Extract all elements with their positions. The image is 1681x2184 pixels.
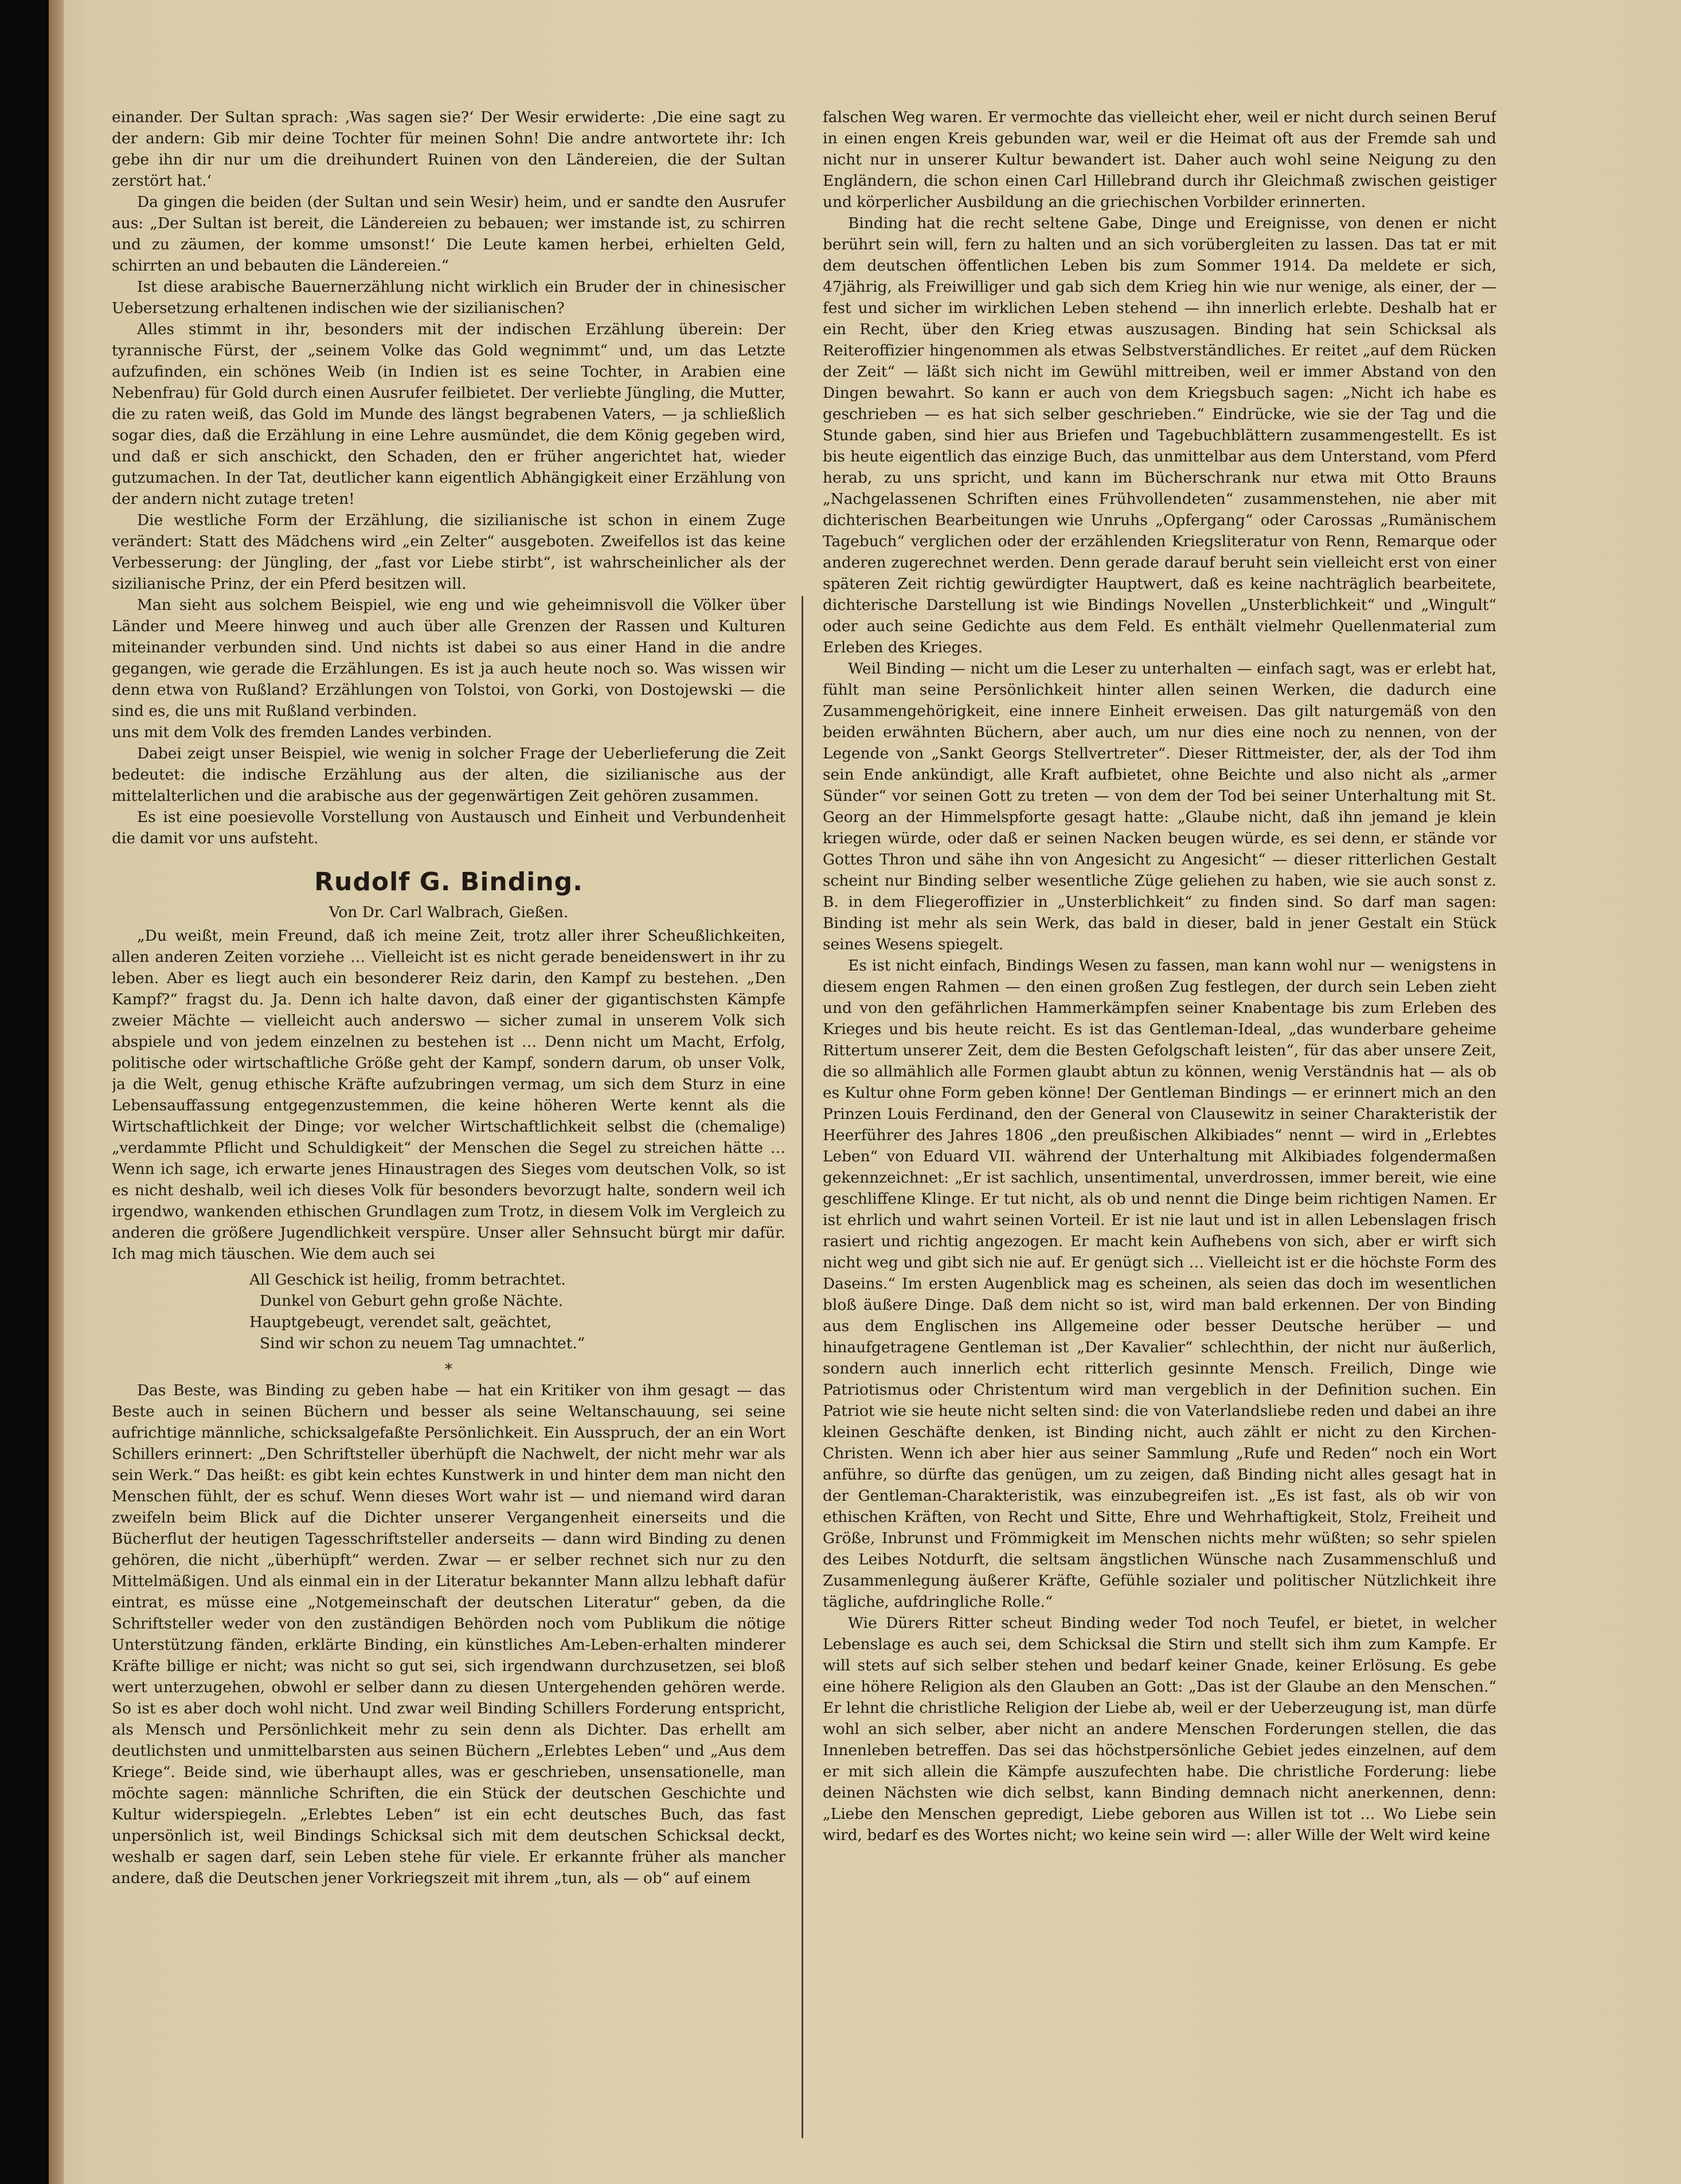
poem-line: All Geschick ist heilig, fromm betrachtet. [249, 1271, 566, 1289]
paragraph: falschen Weg waren. Er vermochte das vielleicht eher, weil er nicht durch seinen Beruf in einen engen Kreis gebunden war, weil er die Heimat oft aus der Fremde sah und nicht nur in unserer Kultur bewandert ist. Daher auch wohl seine Neigung zu den Engländern, die schon einen Carl Hillebrand durch ihr Gleichmaß zwischen geistiger und körperlicher Ausbildung an die griechischen Vorbilder erinnerten. [823, 108, 1496, 211]
newspaper-page [49, 0, 1681, 2184]
paragraph: Die westliche Form der Erzählung, die sizilianische ist schon in einem Zuge verändert: Statt des Mädchens wird „ein Zelter“ ausgeboten. Zweifellos ist das keine Verbesserung: der Jüngling, der „fast vor Liebe stirbt“, ist wahrscheinlicher als der sizilianische Prinz, der ein Pferd besitzen will. [112, 511, 785, 593]
paragraph: Es ist nicht einfach, Bindings Wesen zu fassen, man kann wohl nur — wenigstens in diesem engen Rahmen — den einen großen Zug festlegen, der durch sein Leben zieht und von den gefährlichen Hammerkämpfen seiner Knabentage bis zum Erleben des Krieges und bis heute reicht. Es ist das Gentleman-Ideal, „das wunderbare geheime Rittertum unserer Zeit, dem die Besten Gefolgschaft leisten“, für das aber unsere Zeit, die so allmählich alle Formen glaubt abtun zu können, wenig Verständnis hat — als ob es Kultur ohne Form geben könne! Der Gentleman Bindings — er erinnert mich an den Prinzen Louis Ferdinand, den der General von Clausewitz in seiner Charakteristik der Heerführer des Jahres 1806 „den preußischen Alkibiades“ nennt — wird in „Erlebtes Leben“ von Eduard VII. während der Unterhaltung mit Alkibiades folgendermaßen gekennzeichnet: „Er ist sachlich, unsentimental, unverdrossen, immer bereit, wie eine geschliffene Klinge. Er tut nicht, als ob und nennt die Dinge beim richtigen Namen. Er ist ehrlich und wahrt seinen Vorteil. Er ist nie laut und ist in allen Lebenslagen frisch rasiert und richtig angezogen. Er macht kein Aufhebens von sich, aber er wirft sich nicht weg und gibt sich nie auf. Er genügt sich … Vielleicht ist er die höchste Form des Daseins.“ Im ersten Augenblick mag es scheinen, als seien das doch im wesentlichen bloß äußere Dinge. Daß dem nicht so ist, wird man bald erkennen. Der von Binding aus dem Englischen ins Allgemeine oder besser Deutsche herüber — und hinaufgetragene Gentleman ist „Der Kavalier“ schlechthin, der nicht nur äußerlich, sondern auch innerlich echt ritterlich gesinnte Mensch. Freilich, Dinge wie Patriotismus oder Christentum wird man vergeblich in der Definition suchen. Ein Patriot wie sie heute nicht selten sind: die von Vaterlandsliebe reden und dabei an ihre kleinen Geschäfte denken, ist Binding nicht, auch zählt er nicht zu den Kirchen-Christen. Wenn ich aber hier aus seiner Sammlung „Rufe und Reden“ noch ein Wort anführe, so dürfte das genügen, um zu zeigen, daß Binding nicht alles gesagt hat in der Gentleman-Charakteristik, was einzubegreifen ist. „Es ist fast, als ob wir von ethischen Kräften, von Recht und Sitte, Ehre und Wehrhaftigkeit, Stolz, Freiheit und Größe, Inbrunst und Frömmigkeit im Menschen nichts mehr wüßten; so sehr spielen des Leibes Notdurft, die seltsam ängstlichen Wünsche nach Zusammenschluß und Zusammenlegung äußerer Kräfte, Gefühle sozialer und politischer Nützlichkeit ihre tägliche, aufdringliche Rolle.“ [823, 957, 1496, 1611]
poem-line: Sind wir schon zu neuem Tag umnachtet.“ [260, 1334, 585, 1352]
paragraph: Das Beste, was Binding zu geben habe — hat ein Kritiker von ihm gesagt — das Beste auch in seinen Büchern und besser als seine Weltanschauung, sei seine aufrichtige männliche, schicksalgefaßte Persönlichkeit. Ein Ausspruch, der an ein Wort Schillers erinnert: „Den Schriftsteller überhüpft die Nachwelt, der nicht mehr war als sein Werk.“ Das heißt: es gibt kein echtes Kunstwerk in und hinter dem man nicht den Menschen fühlt, der es schuf. Wenn dieses Wort wahr ist — und niemand wird daran zweifeln beim Blick auf die Dichter unserer Vergangenheit einerseits und die Bücherflut der heutigen Tagesschriftsteller anderseits — dann wird Binding zu denen gehören, die nicht „überhüpft“ werden. Zwar — er selber rechnet sich nur zu den Mittelmäßigen. Und als einmal ein in der Literatur bekannter Mann allzu lebhaft dafür eintrat, es müsse eine „Notgemeinschaft der deutschen Literatur“ geben, da die Schriftsteller weder von den zuständigen Behörden noch vom Publikum die nötige Unterstützung fänden, erklärte Binding, ein künstliches Am-Leben-erhalten minderer Kräfte billige er nicht; was nicht so gut sei, sich irgendwann durchzusetzen, sei bloß wert unterzugehen, obwohl er selber dann zu diesen Untergehenden gehören werde. So ist es aber doch wohl nicht. Und zwar weil Binding Schillers Forderung entspricht, als Mensch und Persönlichkeit mehr zu sein denn als Dichter. Das erhellt am deutlichsten und unmittelbarsten aus seinen Büchern „Erlebtes Leben“ und „Aus dem Kriege“. Beide sind, wie überhaupt alles, was er geschrieben, unsensationelle, man möchte sagen: männliche Schriften, die ein Stück der deutschen Geschichte und Kultur widerspiegeln. „Erlebtes Leben“ ist ein echt deutsches Buch, das fast unpersönlich ist, weil Bindings Schicksal sich mit dem deutschen Schicksal deckt, weshalb er sagen darf, sein Leben stehe für viele. Er erkannte früher als mancher andere, daß die Deutschen jener Vorkriegszeit mit ihrem „tun, als — ob“ auf einem [112, 1381, 785, 1887]
page-binding-edge [49, 0, 64, 2184]
paragraph: uns mit dem Volk des fremden Landes verbinden. [112, 723, 492, 741]
paragraph: Es ist eine poesievolle Vorstellung von Austausch und Einheit und Verbundenheit die damit vor uns aufsteht. [112, 808, 785, 847]
poem-line: Hauptgebeugt, verendet salt, geächtet, [249, 1313, 552, 1331]
article-title: Rudolf G. Binding. [314, 867, 583, 897]
paragraph: Alles stimmt in ihr, besonders mit der indischen Erzählung überein: Der tyrannische Fürst, der „seinem Volke das Gold wegnimmt“ und, um das Letzte aufzufinden, ein schönes Weib (in Indien ist es seine Tochter, in Arabien eine Nebenfrau) für Gold durch einen Ausrufer feilbietet. Der verliebte Jüngling, die Mutter, die zu raten weiß, das Gold im Munde des längst begrabenen Vaters, — ja schließlich sogar dies, daß die Erzählung in eine Lehre ausmündet, die dem König gegeben wird, und daß er sich anschickt, den Schaden, den er früher angerichtet hat, wieder gutzumachen. In der Tat, deutlicher kann eigentlich Abhängigkeit einer Erzählung von der andern nicht zutage treten! [112, 320, 785, 508]
paragraph: Da gingen die beiden (der Sultan und sein Wesir) heim, und er sandte den Ausrufer aus: „Der Sultan ist bereit, die Ländereien zu bebauen; wer imstande ist, zu schirren und zu zäumen, der komme umsonst!‘ Die Leute kamen herbei, erhielten Geld, schirrten an und bebauten die Ländereien.“ [112, 193, 785, 275]
paragraph: Weil Binding — nicht um die Leser zu unterhalten — einfach sagt, was er erlebt hat, fühlt man seine Persönlichkeit hinter allen seinen Werken, die dadurch eine Zusammengehörigkeit, eine innere Einheit erweisen. Das gilt naturgemäß von den beiden erwähnten Büchern, aber auch, um nur dies eine noch zu nennen, von der Legende von „Sankt Georgs Stellvertreter“. Dieser Rittmeister, der, als der Tod ihm sein Ende ankündigt, alle Kraft aufbietet, ohne Beichte und also nicht als „armer Sünder“ vor seinen Gott zu treten — von dem der Tod bei seiner Unterhaltung mit St. Georg an der Himmelspforte gesagt hatte: „Glaube nicht, daß ihn jemand je klein kriegen würde, oder daß er seinen Nacken beugen würde, es sei denn, er stände vor Gottes Thron und sähe ihn von Angesicht zu Angesicht“ — dieser ritterlichen Gestalt scheint nur Binding selber wesentliche Züge geliehen zu haben, wie sie auch sonst z. B. in dem Fliegeroffizier in „Unsterblichkeit“ zu finden sind. So darf man sagen: Binding ist mehr als sein Werk, das bald in dieser, bald in jener Gestalt ein Stück seines Wesens spiegelt. [823, 660, 1496, 953]
left-column [112, 107, 785, 2147]
poem-line: Dunkel von Geburt gehn große Nächte. [260, 1292, 564, 1310]
paragraph: einander. Der Sultan sprach: ‚Was sagen sie?‘ Der Wesir erwiderte: ‚Die eine sagt zu der andern: Gib mir deine Tochter für meinen Sohn! Die andre antwortete ihr: Ich gebe ihn dir nur um die dreihundert Ruinen von den Ländereien, die der Sultan zerstört hat.‘ [112, 108, 785, 190]
paragraph: Dabei zeigt unser Beispiel, wie wenig in solcher Frage der Ueberlieferung die Zeit bedeutet: die indische Erzählung aus der alten, die sizilianische aus der mittelalterlichen und die arabische aus der gegenwärtigen Zeit gehören zusammen. [112, 745, 785, 805]
section-separator: * [444, 1360, 453, 1378]
poem-quote [112, 1269, 785, 1354]
paragraph: Wie Dürers Ritter scheut Binding weder Tod noch Teufel, er bietet, in welcher Lebenslage es auch sei, dem Schicksal die Stirn und stellt sich ihm zum Kampfe. Er will stets auf sich selber stehen und bedarf keiner Gnade, keiner Erlösung. Es gebe eine höhere Religion als den Glauben an Gott: „Das ist der Glaube an den Menschen.“ Er lehnt die christliche Religion der Liebe ab, weil er der Ueberzeugung ist, man dürfe wohl an sich selber, aber nicht an andere Menschen Forderungen stellen, die das Innenleben betreffen. Das sei das höchstpersönliche Gebiet jedes einzelnen, auf dem er mit sich allein die Kämpfe auszufechten habe. Die christliche Forderung: liebe deinen Nächsten wie dich selbst, kann Binding demnach nicht anerkennen, denn: „Liebe den Menschen gepredigt, Liebe geboren aus Willen ist tot … Wo Liebe sein wird, bedarf es des Wortes nicht; wo keine sein wird —: aller Wille der Welt wird keine [823, 1614, 1496, 1844]
paragraph: Man sieht aus solchem Beispiel, wie eng und wie geheimnisvoll die Völker über Länder und Meere hinweg und auch über alle Grenzen der Rassen und Kulturen miteinander verbunden sind. Und nichts ist dabei so aus einer Hand in die andre gegangen, wie gerade die Erzählungen. Es ist ja auch heute noch so. Was wissen wir denn etwa von Rußland? Erzählungen von Tolstoi, von Gorki, von Dostojewski — die sind es, die uns mit Rußland verbinden. [112, 596, 785, 720]
paragraph: Binding hat die recht seltene Gabe, Dinge und Ereignisse, von denen er nicht berührt sein will, fern zu halten und an sich vorübergleiten zu lassen. Das tat er mit dem deutschen öffentlichen Leben bis zum Sommer 1914. Da meldete er sich, 47jährig, als Freiwilliger und gab sich dem Krieg hin wie nur wenige, als einer, der — fest und sicher im wirklichen Leben stehend — ihn innerlich erlebte. Deshalb hat er ein Recht, über den Krieg etwas auszusagen. Binding hat sein Schicksal als Reiteroffizier hingenommen als etwas Selbstverständliches. Er reitet „auf dem Rücken der Zeit“ — läßt sich nicht im Gewühl mittreiben, weil er immer Abstand von den Dingen bewahrt. So kann er auch von dem Kriegsbuch sagen: „Nicht ich habe es geschrieben — es hat sich selber geschrieben.“ Eindrücke, wie sie der Tag und die Stunde gaben, sind hier aus Briefen und Tagebuchblättern zusammengestellt. Es ist bis heute eigentlich das einzige Buch, das unmittelbar aus dem Unterstand, vom Pferd herab, zu uns spricht, und kann im Bücherschrank nur etwa mit Otto Brauns „Nachgelassenen Schriften eines Frühvollendeten“ zusammenstehen, nie aber mit dichterischen Bearbeitungen wie Unruhs „Opfergang“ oder Carossas „Rumänischem Tagebuch“ verglichen oder der erzählenden Kriegsliteratur von Renn, Remarque oder anderen zugerechnet werden. Denn gerade darauf beruht sein vielleicht erst von einer späteren Zeit richtig gewürdigter Hauptwert, daß es keine nachträglich bearbeitete, dichterische Darstellung ist wie Bindings Novellen „Unsterblichkeit“ und „Wingult“ oder auch seine Gedichte aus dem Feld. Es enthält vielmehr Quellenmaterial zum Erleben des Krieges. [823, 214, 1496, 656]
paragraph: „Du weißt, mein Freund, daß ich meine Zeit, trotz aller ihrer Scheußlichkeiten, allen anderen Zeiten vorziehe … Vielleicht ist es nicht gerade beneidenswert in ihr zu leben. Aber es liegt auch ein besonderer Reiz darin, den Kampf zu bestehen. „Den Kampf?“ fragst du. Ja. Denn ich halte davon, daß einer der gigantischsten Kämpfe zweier Mächte — vielleicht auch anderswo — sicher zumal in unserem Volk sich abspiele und von jedem einzelnen zu bestehen ist … Denn nicht um Macht, Erfolg, politische oder wirtschaftliche Größe geht der Kampf, sondern darum, ob unser Volk, ja die Welt, genug ethische Kräfte aufzubringen vermag, um sich dem Sturz in eine Lebensauffassung entgegenzustemmen, die keine höheren Werte kennt als die Wirtschaftlichkeit der Dinge; vor welcher Wirtschaftlichkeit selbst die (chemalige) „verdammte Pflicht und Schuldigkeit“ der Menschen die Segel zu streichen hätte … Wenn ich sage, ich erwarte jenes Hinaustragen des Sieges vom deutschen Volk, so ist es nicht deshalb, weil ich dieses Volk für besonders bevorzugt halte, sondern weil ich irgendwo, wankenden ethischen Grundlagen zum Trotz, in diesem Volk im Vergleich zu anderen die größere Jugendlichkeit verspüre. Unser aller Sehnsucht bürgt mir dafür. Ich mag mich täuschen. Wie dem auch sei [112, 927, 785, 1263]
right-column [823, 107, 1496, 2147]
paragraph: Ist diese arabische Bauernerzählung nicht wirklich ein Bruder der in chinesischer Uebersetzung erhaltenen indischen wie der sizilianischen? [112, 278, 785, 317]
article-byline: Von Dr. Carl Walbrach, Gießen. [329, 903, 569, 921]
column-divider [802, 596, 803, 2138]
